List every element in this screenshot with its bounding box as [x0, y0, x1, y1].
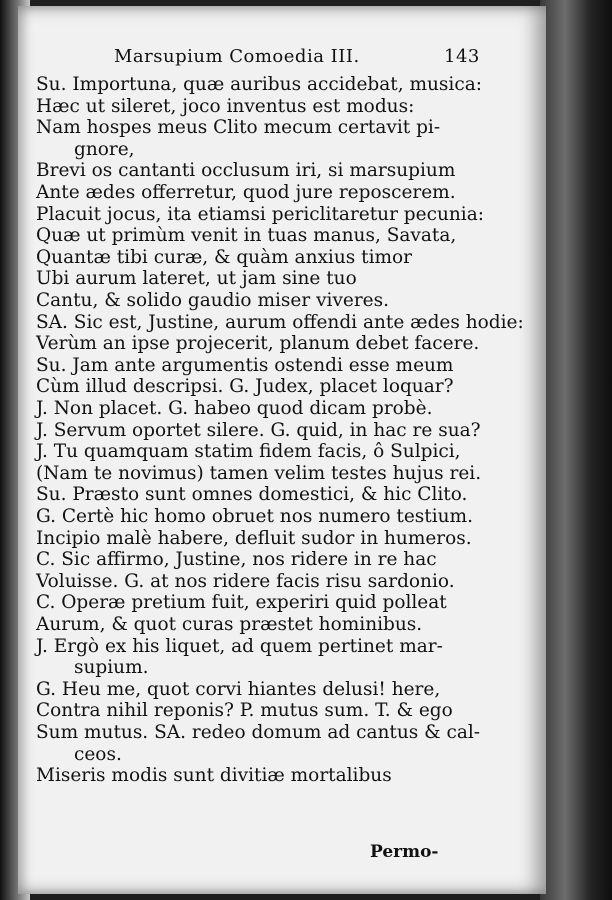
text-line: Ante ædes offerretur, quod jure reposcerem.: [36, 182, 456, 203]
text-line: J. Non placet. G. habeo quod dicam probè.: [36, 398, 433, 419]
text-line: Voluisse. G. at nos ridere facis risu sardonio.: [36, 570, 455, 592]
text-line: Incipio malè habere, defluit sudor in humeros.: [36, 527, 472, 549]
text-line: Contra nihil reponis? P. mutus sum. T. & ego: [36, 700, 453, 722]
text-line: Brevi os cantanti occlusum iri, si marsupium: [36, 160, 456, 182]
text-line: C. Operæ pretium fuit, experiri quid polleat: [36, 592, 447, 614]
text-line: Quæ ut primùm venit in tuas manus, Savata,: [36, 225, 457, 247]
text-line: C. Sic affirmo, Justine, nos ridere in re hac: [36, 549, 437, 571]
text-line: (Nam te novimus) tamen velim testes hujus rei.: [36, 462, 482, 484]
running-title: Marsupium Comoedia III.: [114, 46, 360, 67]
text-line: Nam hospes meus Clito mecum certavit pi-: [36, 117, 441, 139]
page-number: 143: [444, 46, 480, 67]
text-line: J. Servum oportet silere. G. quid, in hac re sua?: [36, 419, 481, 441]
catchword: Permo-: [370, 842, 439, 862]
text-line: supium.: [74, 657, 149, 679]
text-line: J. Tu quamquam statim fidem facis, ô Sulpici,: [36, 441, 461, 463]
text-line: Su. Jam ante argumentis ostendi esse meum: [36, 354, 454, 376]
text-line: Su. Præsto sunt omnes domestici, & hic Clito.: [36, 484, 468, 506]
text-line: Placuit jocus, ita etiamsi periclitaretur pecunia:: [36, 203, 484, 225]
text-line: Verùm an ipse projecerit, planum debet facere.: [36, 333, 480, 355]
running-header: [114, 46, 534, 70]
text-line: Su. Importuna, quæ auribus accidebat, musica:: [36, 74, 482, 95]
text-line: ceos.: [74, 743, 122, 765]
book-page: [18, 6, 546, 894]
text-line: Quantæ tibi curæ, & quàm anxius timor: [36, 246, 413, 268]
text-line: G. Certè hic homo obruet nos numero testium.: [36, 506, 473, 527]
text-line: J. Ergò ex his liquet, ad quem pertinet mar-: [36, 635, 443, 657]
text-line: Cùm illud descripsi. G. Judex, placet loquar?: [36, 376, 454, 398]
text-line: gnore,: [74, 138, 135, 160]
text-line: Cantu, & solido gaudio miser viveres.: [36, 290, 390, 311]
text-line: Ubi aurum lateret, ut jam sine tuo: [36, 268, 357, 290]
text-line: G. Heu me, quot corvi hiantes delusi! here,: [36, 678, 441, 700]
text-line: Aurum, & quot curas præstet hominibus.: [36, 614, 423, 635]
book-binding-edge: [540, 0, 612, 900]
text-line: Miseris modis sunt divitiæ mortalibus: [36, 765, 392, 787]
text-line: Hæc ut sileret, joco inventus est modus:: [36, 95, 415, 117]
text-line: SA. Sic est, Justine, aurum offendi ante ædes hodie:: [36, 311, 524, 333]
text-line: Sum mutus. SA. redeo domum ad cantus & cal-: [36, 722, 481, 743]
